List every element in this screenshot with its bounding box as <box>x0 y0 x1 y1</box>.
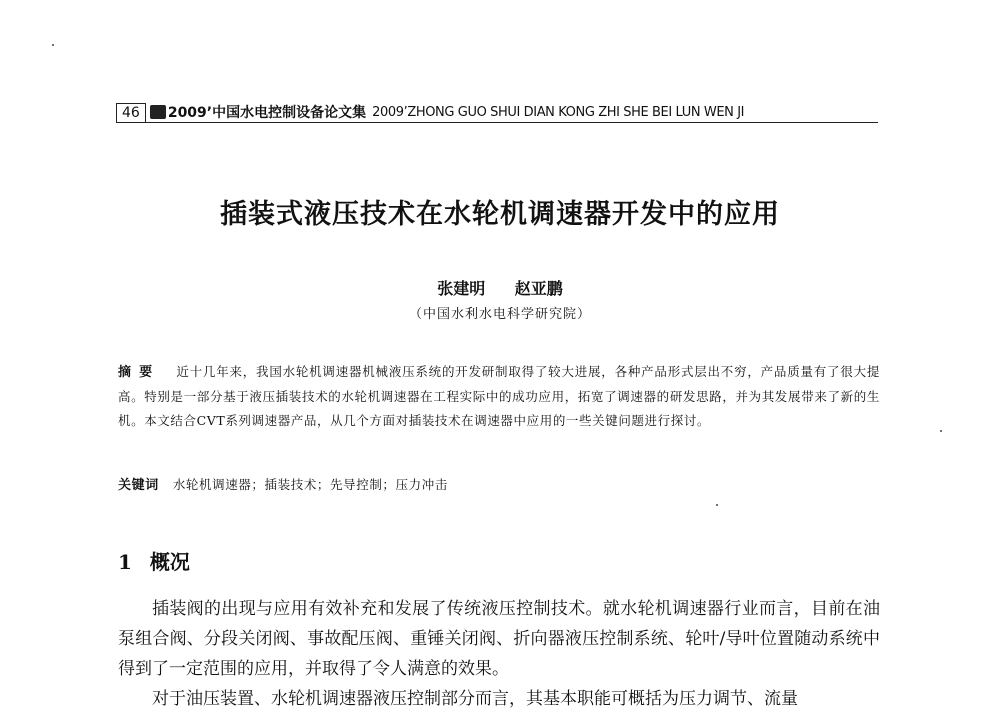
running-header <box>116 100 878 123</box>
abstract-text: 近十几年来，我国水轮机调速器机械液压系统的开发研制取得了较大进展，各种产品形式层出不穷，产品质量有了很大提高。特别是一部分基于液压插装技术的水轮机调速器在工程实际中的成功应用，拓宽了调速器的研发思路，并为其发展带来了新的生机。本文结合CVT系列调速器产品，从几个方面对插装技术在调速器中应用的一些关键问题进行探讨。 <box>118 364 880 428</box>
conference-logo-icon <box>150 105 166 119</box>
keywords-text: 水轮机调速器；插装技术；先导控制；压力冲击 <box>172 477 448 492</box>
keywords <box>118 474 880 493</box>
header-conference-cn: 2009’中国水电控制设备论文集 <box>167 105 367 121</box>
section-body <box>118 594 880 714</box>
author-name: 赵亚鹏 <box>514 279 563 298</box>
abstract <box>118 360 880 433</box>
scan-speck <box>716 504 718 506</box>
author-name: 张建明 <box>437 279 486 298</box>
scan-speck <box>52 44 54 46</box>
keywords-label: 关键词 <box>118 478 159 493</box>
section-heading <box>118 546 190 575</box>
section-number: 1 <box>118 550 132 574</box>
section-title: 概况 <box>149 550 190 574</box>
abstract-label: 摘要 <box>118 365 161 380</box>
page-number: 46 <box>116 103 146 122</box>
body-paragraph: 插装阀的出现与应用有效补充和发展了传统液压控制技术。就水轮机调速器行业而言，目前在油泵组合阀、分段关闭阀、事故配压阀、重锤关闭阀、折向器液压控制系统、轮叶/导叶位置随动系统中得到了一定范围的应用，并取得了令人满意的效果。 <box>118 599 880 679</box>
author-list <box>0 276 1000 299</box>
header-conference-en: 2009’ZHONG GUO SHUI DIAN KONG ZHI SHE BEI LUN WEN JI <box>372 105 745 120</box>
paper-title: 插装式液压技术在水轮机调速器开发中的应用 <box>220 199 780 230</box>
body-paragraph: 对于油压装置、水轮机调速器液压控制部分而言，其基本职能可概括为压力调节、流量 <box>152 689 798 709</box>
scan-speck <box>940 430 942 432</box>
author-affiliation: （中国水利水电科学研究院） <box>408 307 591 322</box>
